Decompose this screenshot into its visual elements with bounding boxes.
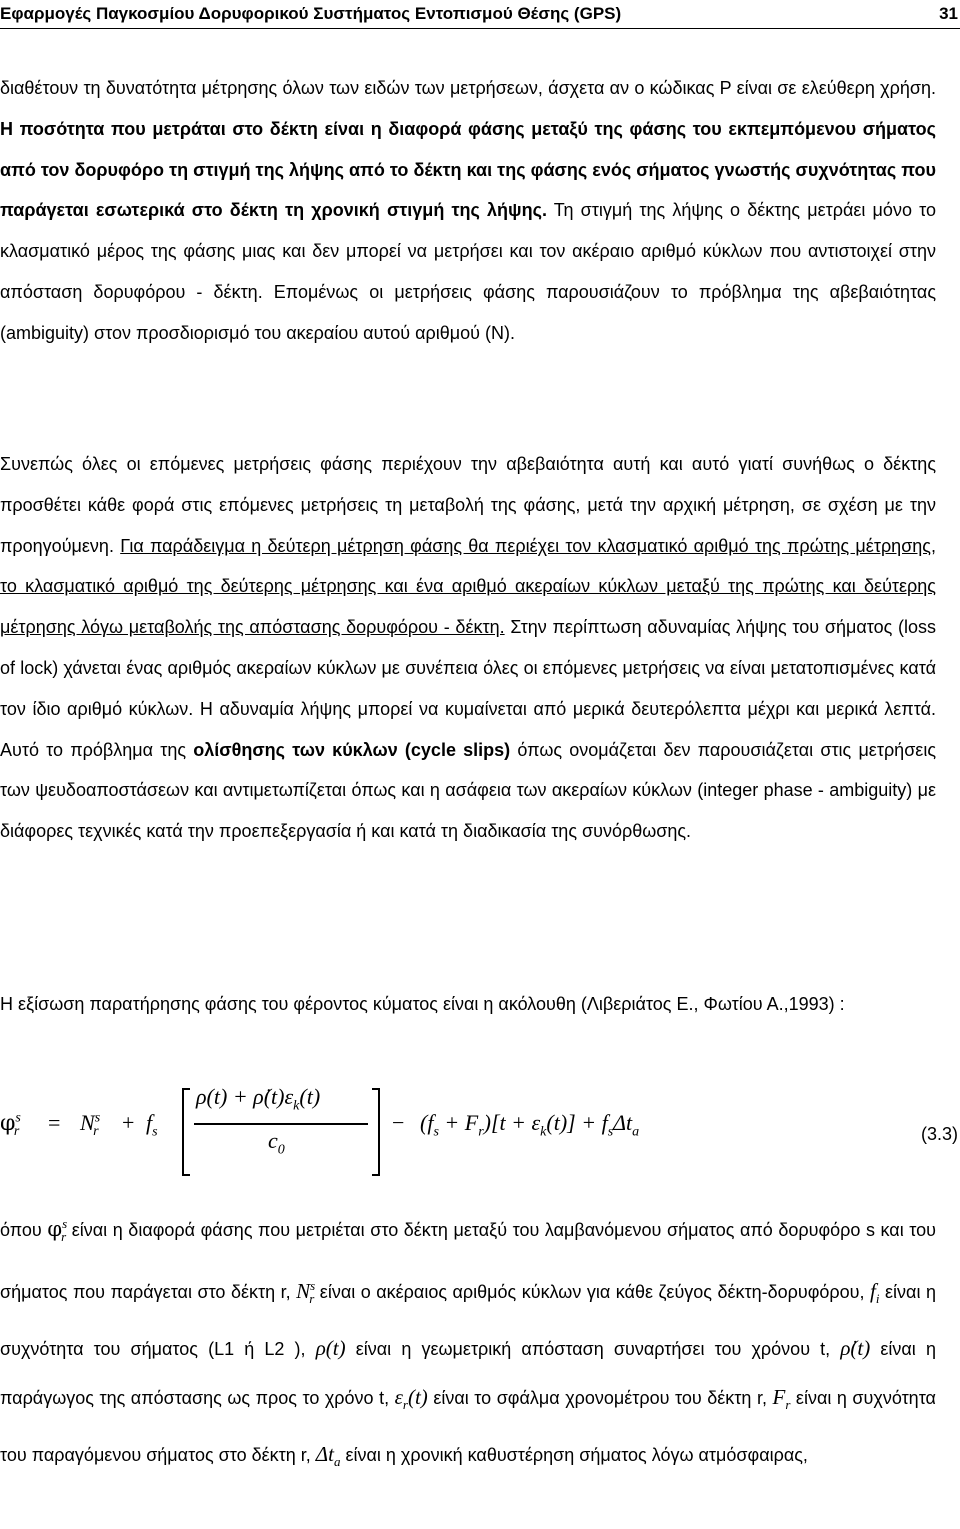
symbol-delta-t: $\Delta t_a$: [315, 1442, 341, 1470]
eq-fraction-numerator: $\rho(t) + \rhȯ(t)\varepsilon_k(t)$: [196, 1084, 321, 1114]
left-bracket-bottom: [182, 1174, 190, 1176]
left-bracket-top: [182, 1088, 190, 1090]
text-run: είναι η συχνότητα του σήματος (L1 ή L2 ),: [0, 1281, 936, 1359]
fraction-bar: [194, 1123, 368, 1125]
text-run: Τη στιγμή της λήψης ο δέκτης μετράει μόνο το κλασματικό μέρος της φάσης μιας και δεν μπορεί να μετρήσει και τον ακέραιο αριθμό κύκλων που αντιστοιχεί στην απόσταση δορυφόρου - δέκτη. Επομένως οι μετρήσεις φάσης παρουσιάζουν το πρόβλημα της αβεβαιότητας (ambiguity) στον προσδιορισμό του ακεραίου αυτού αριθμού (N).: [0, 200, 936, 343]
eq-fraction-denominator: $c_0$: [268, 1128, 285, 1158]
bold-run: Η ποσότητα που μετράται στο δέκτη είναι η διαφορά φάσης μεταξύ της φάσης του εκπεμπόμενου σήματος από τον δορυφόρο τη στιγμή της λήψης από το δέκτη και της φάσης ενός σήματος γνωστής συχνότητας που παράγεται εσωτερικά στο δέκτη τη χρονική στιγμή της λήψης.: [0, 118, 936, 221]
text-run: είναι ο ακέραιος αριθμός κύκλων για κάθε ζεύγος δέκτη-δορυφόρου,: [319, 1281, 865, 1302]
symbol-epsilon: $\varepsilon_r(t)$: [394, 1385, 428, 1413]
eq-lhs: $\varphi^s_r$: [0, 1110, 21, 1140]
symbol-N: $N^s_r$: [296, 1277, 316, 1307]
symbol-f: $f_i$: [870, 1278, 880, 1307]
symbol-phi: $\varphi^s_r$: [47, 1216, 68, 1245]
text-run: διαθέτουν τη δυνατότητα μέτρησης όλων των ειδών των μετρήσεων, άσχετα αν ο κώδικας P είναι σε ελεύθερη χρήση.: [0, 78, 936, 98]
right-bracket-top: [372, 1088, 380, 1090]
eq-equals: =: [48, 1110, 61, 1135]
eq-plus: +: [122, 1110, 135, 1135]
page-number: 31: [939, 4, 958, 23]
text-run: είναι η παράγωγος της απόστασης ως προς το χρόνο t,: [0, 1338, 936, 1409]
text-run: Στην περίπτωση αδυναμίας λήψης του σήματος (loss of lock) χάνεται ένας αριθμός ακεραίων κύκλων με συνέπεια όλες οι επόμενες μετρήσεις να είναι μετατοπισμένες κατά τον ίδιο αριθμό κύκλων. Η αδυναμία λήψης μπορεί να κυμαίνεται από μερικά δευτερόλεπτα μέχρι και μερικά λεπτά. Αυτό το πρόβλημα της: [0, 617, 936, 760]
header-title: Εφαρμογές Παγκοσμίου Δορυφορικού Συστήματος Εντοπισμού Θέσης (GPS): [0, 4, 622, 23]
symbol-rho: ρ(t): [315, 1335, 346, 1360]
right-bracket: [378, 1088, 380, 1176]
underlined-run: Για παράδειγμα η δεύτερη μέτρηση φάσης θα περιέχει τον κλασματικό αριθμό της πρώτης μέτρησης, το κλασματικό αριθμό της δεύτερης μέτρησης και ένα αριθμό ακεραίων κύκλων μεταξύ της πρώτης και δεύτερης μέτρησης λόγω μεταβολής της απόστασης δορυφόρου - δέκτη.: [0, 535, 936, 638]
symbol-definitions: [0, 1200, 936, 1487]
text-run: είναι η συχνότητα του παραγόμενου σήματος στο δέκτη r,: [0, 1388, 936, 1466]
symbol-F: $F_r$: [772, 1385, 791, 1413]
phase-observation-equation: [0, 1080, 960, 1180]
right-bracket-bottom: [372, 1174, 380, 1176]
text-run: Συνεπώς όλες οι επόμενες μετρήσεις φάσης περιέχουν την αβεβαιότητα αυτή και αυτό γιατί συνήθως ο δέκτης προσθέτει κάθε φορά στις επόμενες μετρήσεις τη μεταβολή της φάσης, μετά την αρχική μέτρηση, σε σχέση με την προηγούμενη.: [0, 454, 936, 556]
text-run: είναι η γεωμετρική απόσταση συναρτήσει του χρόνου t,: [355, 1338, 831, 1359]
left-bracket: [182, 1088, 184, 1176]
eq-minus: −: [392, 1110, 405, 1135]
eq-clock-term: $(f_s + F_r)[t + \varepsilon_k(t)] + f_s\Delta t_a$: [420, 1110, 640, 1140]
text-run: όπως ονομάζεται δεν παρουσιάζεται στις μετρήσεις των ψευδοαποστάσεων και αντιμετωπίζεται όπως και η ασάφεια των ακεραίων κύκλων (integer phase - ambiguity) με διάφορες τεχνικές κατά την προεπεξεργασία ή και κατά τη διαδικασία της συνόρθωσης.: [0, 739, 937, 842]
paragraph-ambiguity: [0, 68, 936, 354]
paragraph-cycle-slips: [0, 444, 936, 852]
bold-run: ολίσθησης των κύκλων (cycle slips): [193, 739, 511, 760]
text-run: είναι το σφάλμα χρονομέτρου του δέκτη r,: [433, 1388, 767, 1409]
paragraph-equation-intro: [0, 984, 936, 1025]
page-header: [0, 4, 960, 29]
equation-number: (3.3): [920, 1124, 958, 1144]
eq-frequency-term: $f_s$: [146, 1110, 158, 1140]
text-run: είναι η χρονική καθυστέρηση σήματος λόγω ατμόσφαιρας,: [345, 1445, 808, 1466]
symbol-rho-dot: ρ̇(t): [840, 1335, 871, 1360]
text-run: όπου: [0, 1220, 42, 1240]
eq-ambiguity-term: $N^s_r$: [80, 1110, 101, 1140]
text-run: Η εξίσωση παρατήρησης φάσης του φέροντος κύματος είναι η ακόλουθη (Λιβεριάτος Ε., Φωτίου Α.,1993) :: [0, 994, 845, 1014]
text-run: είναι η διαφορά φάσης που μετριέται στο δέκτη μεταξύ του λαμβανόμενου σήματος από δορυφόρο s και του σήματος που παράγεται στο δέκτη r,: [0, 1220, 936, 1302]
